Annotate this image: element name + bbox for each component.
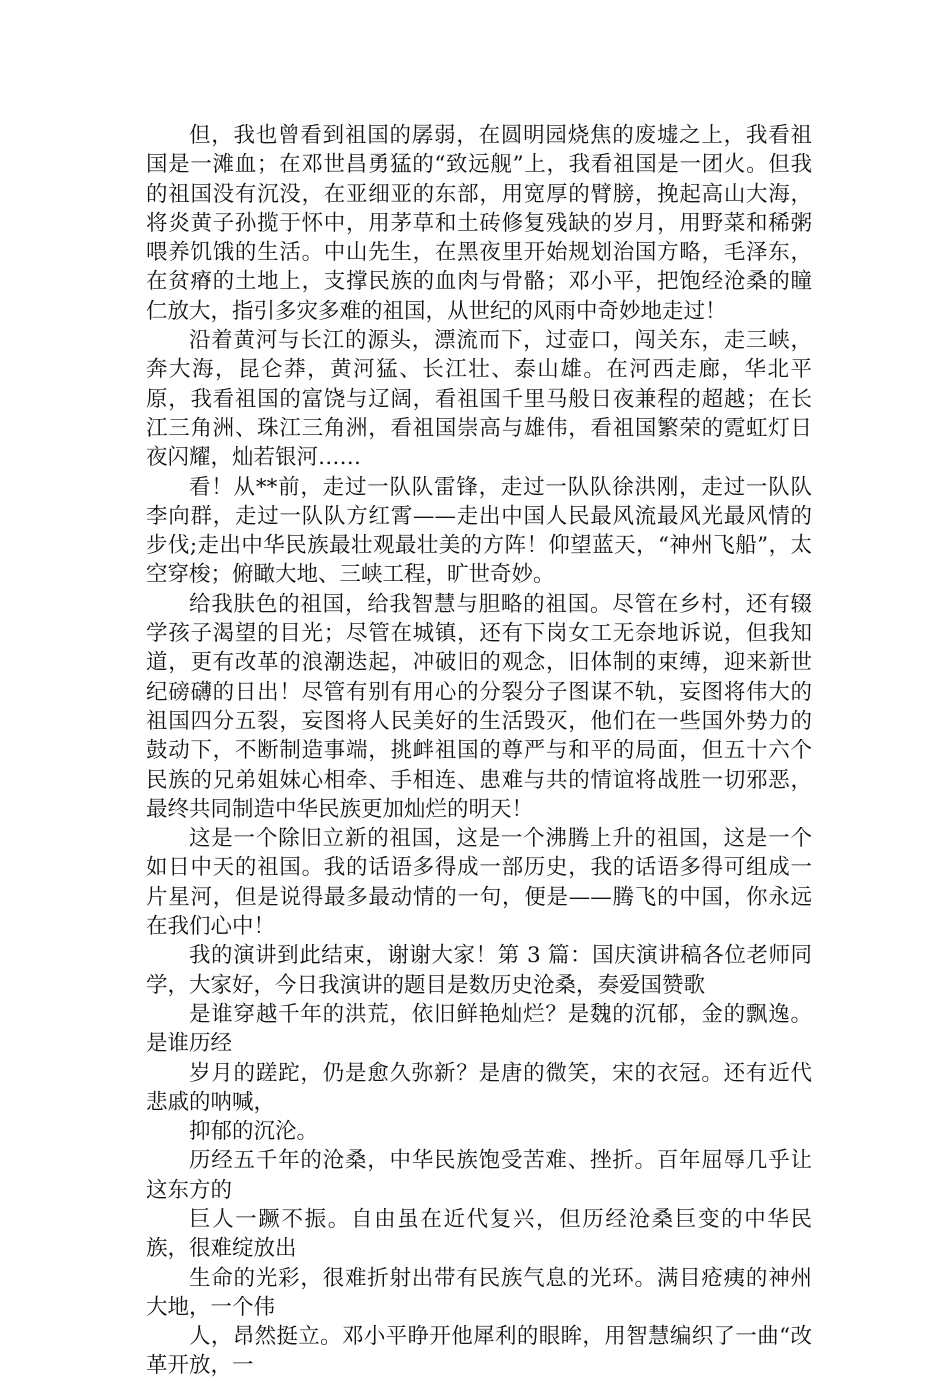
paragraph-closing-and-next-speech: 我的演讲到此结束，谢谢大家！第 3 篇：国庆演讲稿各位老师同学，大家好，今日我演讲的题目是数历史沧桑，奏爱国赞歌	[146, 943, 812, 998]
paragraph-five-thousand-years: 历经五千年的沧桑，中华民族饱受苦难、挫折。百年屈辱几乎让这东方的	[146, 1148, 812, 1203]
paragraph-giant-slump: 巨人一蹶不振。自由虽在近代复兴，但历经沧桑巨变的中华民族，很难绽放出	[146, 1206, 812, 1262]
paragraph-life-glory: 生命的光彩，很难折射出带有民族气息的光环。满目疮痍的神州大地，一个伟	[146, 1265, 812, 1320]
paragraph-depressed-decline: 抑郁的沉沦。	[189, 1119, 319, 1145]
paragraph-heroes-march: 看！从**前，走过一队队雷锋，走过一队队徐洪刚，走过一队队李向群，走过一队队方红霄——走出中国人民最风流最风光最风情的步伐;走出中华民族最壮观最壮美的方阵！仰望蓝天，“神州飞船”，太空穿梭；俯瞰大地、三峡工程，旷世奇妙。	[146, 474, 812, 588]
paragraph-rising-nation: 这是一个除旧立新的祖国，这是一个沸腾上升的祖国，这是一个如日中天的祖国。我的话语多得成一部历史，我的话语多得可组成一片星河，但是说得最多最动情的一句，便是——腾飞的中国，你永远在我们心中！	[146, 826, 812, 940]
paragraph-reform-opening: 人，昂然挺立。邓小平睁开他犀利的眼眸，用智慧编织了一曲“改革开放，一	[146, 1324, 812, 1379]
document-body	[146, 121, 812, 1381]
paragraph-ancestors-suffering: 但，我也曾看到祖国的孱弱，在圆明园烧焦的废墟之上，我看祖国是一滩血；在邓世昌勇猛的“致远舰”上，我看祖国是一团火。但我的祖国没有沉没，在亚细亚的东部，用宽厚的臂膀，挽起高山大海，将炎黄子孙揽于怀中，用茅草和土砖修复残缺的岁月，用野菜和稀粥喂养饥饿的生活。中山先生，在黑夜里开始规划治国方略，毛泽东，在贫瘠的土地上，支撑民族的血肉与骨骼；邓小平，把饱经沧桑的瞳仁放大，指引多灾多难的祖国，从世纪的风雨中奇妙地走过！	[146, 123, 812, 324]
paragraph-who-crossed-millennia: 是谁穿越千年的洪荒，依旧鲜艳灿烂？是魏的沉郁，金的飘逸。是谁历经	[146, 1001, 812, 1057]
paragraph-rivers-journey: 沿着黄河与长江的源头，漂流而下，过壶口，闯关东，走三峡，奔大海，昆仑莽，黄河猛、长江壮、泰山雄。在河西走廊，华北平原，我看祖国的富饶与辽阔，看祖国千里马般日夜兼程的超越；在长江三角洲、珠江三角洲，看祖国崇高与雄伟，看祖国繁荣的霓虹灯日夜闪耀，灿若银河……	[146, 328, 812, 471]
paragraph-motherland-reform: 给我肤色的祖国，给我智慧与胆略的祖国。尽管在乡村，还有辍学孩子渴望的目光；尽管在城镇，还有下岗女工无奈地诉说，但我知道，更有改革的浪潮迭起，冲破旧的观念，旧体制的束缚，迎来新世纪磅礴的日出！尽管有别有用心的分裂分子图谋不轨，妄图将伟大的祖国四分五裂，妄图将人民美好的生活毁灭，他们在一些国外势力的鼓动下，不断制造事端，挑衅祖国的尊严与和平的局面，但五十六个民族的兄弟姐妹心相牵、手相连、患难与共的情谊将战胜一切邪恶，最终共同制造中华民族更加灿烂的明天！	[146, 591, 812, 822]
paragraph-years-vicissitudes: 岁月的蹉跎，仍是愈久弥新？是唐的微笑，宋的衣冠。还有近代悲戚的呐喊，	[146, 1060, 812, 1115]
